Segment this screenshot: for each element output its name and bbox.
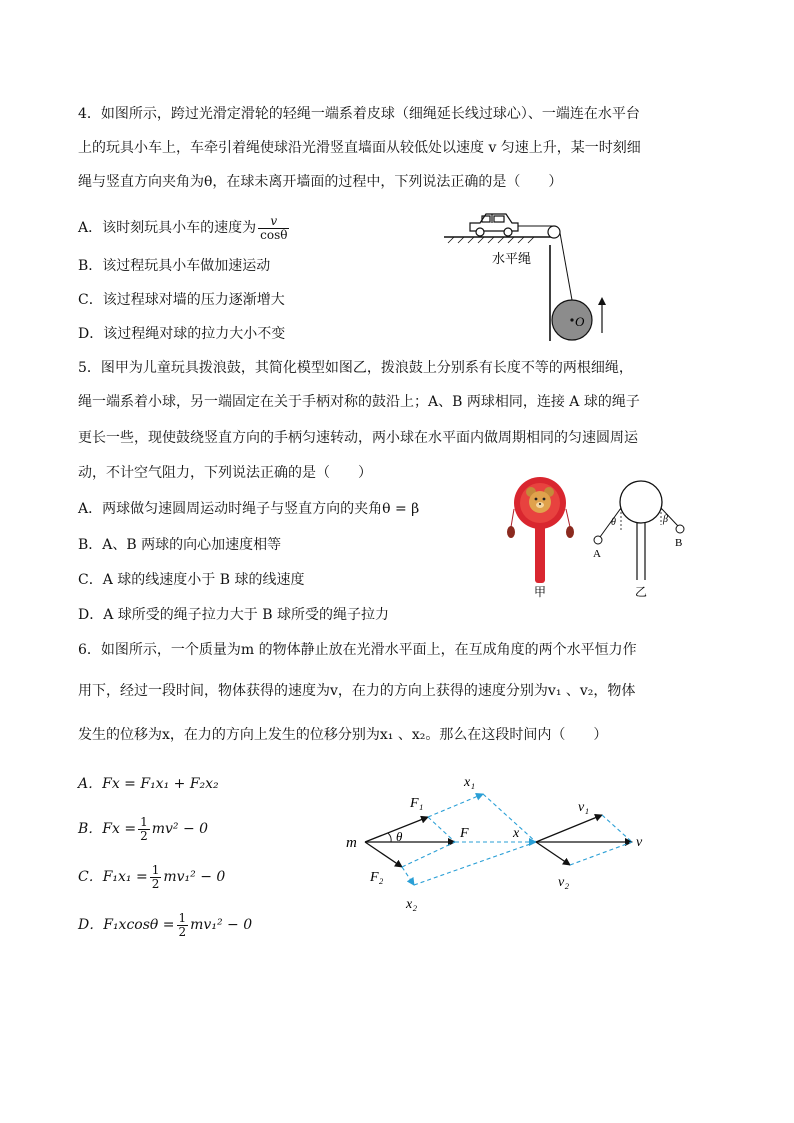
- fraction-denominator: 2: [178, 924, 187, 939]
- q5-figure-jia: [500, 475, 590, 600]
- drum-circle: [620, 481, 662, 523]
- slanted-rope: [560, 233, 572, 300]
- label-f: F: [460, 826, 469, 841]
- q6-stem-line1: 6．如图所示，一个质量为m 的物体静止放在光滑水平面上，在互成角度的两个水平恒力作: [78, 642, 637, 658]
- q5-stem-line1: 5．图甲为儿童玩具拨浪鼓，其简化模型如图乙，拨浪鼓上分别系有长度不等的两根细绳，: [78, 360, 633, 376]
- q5-stem-line4: 动，不计空气阻力，下列说法正确的是（ ）: [78, 465, 372, 481]
- one-half-fraction: [138, 816, 150, 843]
- q5-option-b[interactable]: B．A、B 两球的向心加速度相等: [78, 537, 282, 553]
- fraction-numerator: 1: [178, 910, 187, 925]
- q4-option-b[interactable]: B．该过程玩具小车做加速运动: [78, 258, 271, 274]
- velocity-parallelogram-top: [602, 815, 632, 842]
- angle-beta: β: [663, 514, 668, 525]
- q4-option-a[interactable]: [78, 213, 291, 243]
- label-theta: θ: [396, 829, 403, 844]
- q6-vector-figure: [340, 765, 670, 915]
- q4-option-d[interactable]: D．该过程绳对球的拉力大小不变: [78, 326, 286, 342]
- label-v1: v₁: [578, 800, 590, 815]
- q5-stem-line3: 更长一些，现使鼓绕竖直方向的手柄匀速转动，两小球在水平面内做周期相同的匀速圆周运: [78, 430, 638, 446]
- fraction-denominator: cosθ: [260, 227, 288, 242]
- parallelogram-f-top: [428, 817, 455, 842]
- q6-option-a[interactable]: A．Fx = F₁x₁ + F₂x₂: [78, 776, 219, 792]
- drum-handle: [535, 523, 545, 583]
- toy-car-icon: [470, 214, 518, 236]
- fraction-denominator: 2: [151, 876, 160, 891]
- velocity-parallelogram-bottom: [570, 842, 632, 865]
- angle-theta: θ: [611, 517, 616, 528]
- label-f1: F₁: [410, 796, 424, 811]
- ball-a: [594, 536, 602, 544]
- q6-option-d[interactable]: [78, 910, 252, 940]
- label-v2: v₂: [558, 875, 570, 890]
- q4-option-a-fraction: [258, 215, 289, 242]
- label-a: A: [593, 548, 601, 560]
- drum-string-left: [511, 509, 514, 527]
- q6-option-b[interactable]: [78, 814, 208, 844]
- pulley-icon: [548, 226, 560, 238]
- drum-string-right: [566, 509, 570, 527]
- fraction-numerator: 1: [151, 862, 160, 877]
- rope-label: 水平绳: [492, 252, 532, 267]
- q6-option-b-lhs: B．Fx =: [78, 821, 137, 837]
- one-half-fraction: [177, 912, 189, 939]
- q4-stem-line2: 上的玩具小车上，车牵引着绳使球沿光滑竖直墙面从较低处以速度 v 匀速上升，某一时刻细: [78, 140, 641, 156]
- ball-center: [570, 318, 573, 321]
- q5-option-a[interactable]: A．两球做匀速圆周运动时绳子与竖直方向的夹角θ = β: [78, 501, 420, 517]
- q5-option-c[interactable]: C．A 球的线速度小于 B 球的线速度: [78, 572, 305, 588]
- parallelogram-x-bottom: [414, 842, 536, 885]
- center-label-o: O: [575, 314, 585, 329]
- q4-option-a-text: A．该时刻玩具小车的速度为: [78, 220, 257, 236]
- drum-bead-left: [507, 526, 515, 538]
- q4-figure: [430, 205, 620, 345]
- q4-stem-line1: 4．如图所示，跨过光滑定滑轮的轻绳一端系着皮球（细绳延长线过球心）、一端连在水平台: [78, 106, 640, 122]
- label-yi: 乙: [635, 585, 648, 599]
- label-x1: x₁: [464, 775, 476, 790]
- parallelogram-f-bottom: [402, 842, 455, 867]
- ball-b: [676, 525, 684, 533]
- parallelogram-x-top: [483, 794, 536, 842]
- theta-arc: [388, 833, 391, 842]
- q6-option-b-rhs: mv² − 0: [151, 821, 209, 837]
- q6-option-d-lhs: D．F₁xcosθ =: [78, 917, 175, 933]
- q5-figure-yi: [585, 475, 695, 600]
- force-f2-arrow: [365, 842, 402, 867]
- one-half-fraction: [150, 864, 162, 891]
- q5-stem-line2: 绳一端系着小球，另一端固定在关于手柄对称的鼓沿上；A、B 两球相同，连接 A 球的绳子: [78, 394, 640, 410]
- label-b: B: [675, 537, 683, 549]
- q5-option-d[interactable]: D．A 球所受的绳子拉力大于 B 球所受的绳子拉力: [78, 607, 389, 623]
- fraction-numerator: 1: [140, 814, 148, 829]
- label-jia: 甲: [534, 585, 547, 599]
- displacement-x1-arrow: [428, 794, 483, 817]
- displacement-x2-arrow: [402, 867, 414, 885]
- velocity-v1-arrow: [536, 815, 602, 842]
- arrow-head-icon: [598, 297, 606, 305]
- q6-stem-line2: 用下，经过一段时间，物体获得的速度为v，在力的方向上获得的速度分别为v₁ 、v₂，物体: [78, 683, 636, 699]
- q6-option-c-lhs: C．F₁x₁ =: [78, 869, 148, 885]
- label-f2: F₂: [370, 870, 384, 885]
- fraction-denominator: 2: [140, 828, 148, 843]
- label-x: x: [513, 826, 520, 841]
- q6-option-c[interactable]: [78, 862, 225, 892]
- q6-option-c-rhs: mv₁² − 0: [163, 869, 226, 885]
- label-v: v: [636, 835, 643, 850]
- q4-option-c[interactable]: C．该过程球对墙的压力逐渐增大: [78, 292, 285, 308]
- label-x2: x₂: [406, 897, 418, 912]
- platform-hatching: [448, 237, 534, 243]
- q6-stem-line3: 发生的位移为x，在力的方向上发生的位移分别为x₁ 、x₂。那么在这段时间内（ ）: [78, 727, 608, 743]
- fraction-numerator: v: [258, 215, 289, 229]
- label-m: m: [346, 835, 357, 851]
- q6-option-d-rhs: mv₁² − 0: [190, 917, 253, 933]
- velocity-v2-arrow: [536, 842, 570, 865]
- q4-stem-line3: 绳与竖直方向夹角为θ，在球未离开墙面的过程中，下列说法正确的是（ ）: [78, 174, 563, 190]
- drum-bead-right: [566, 526, 574, 538]
